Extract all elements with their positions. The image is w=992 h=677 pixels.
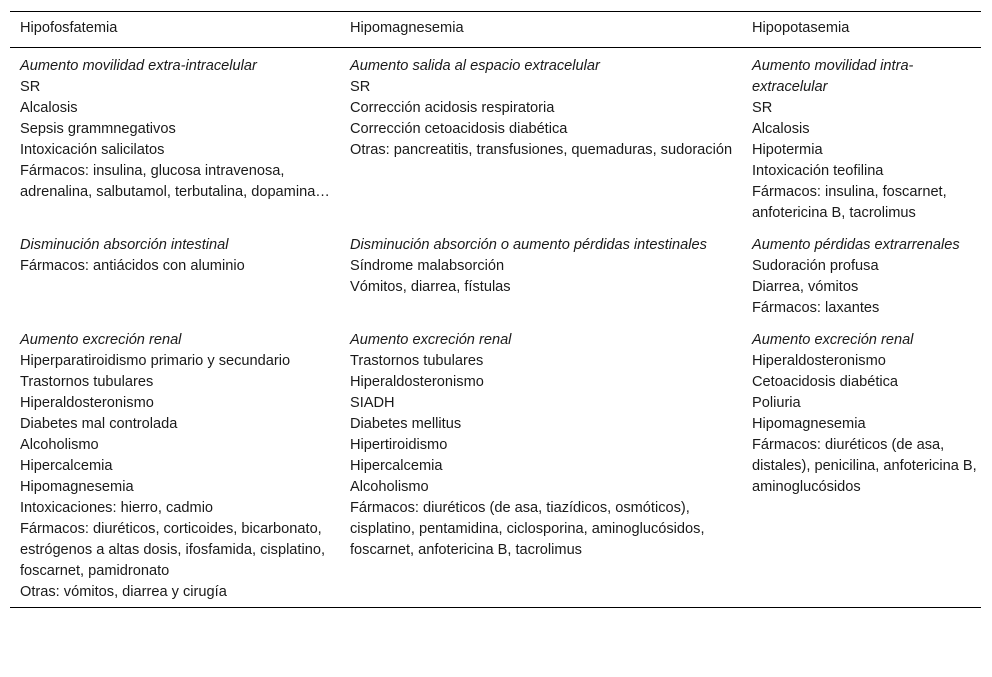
section-title: Disminución absorción o aumento pérdidas intestinales xyxy=(350,237,707,253)
cause-item: Corrección cetoacidosis diabética xyxy=(350,121,568,137)
cause-item: Alcoholismo xyxy=(20,437,99,453)
causes-table xyxy=(10,11,981,608)
section-title: Aumento excreción renal xyxy=(20,332,182,348)
cell-hipopotasemia xyxy=(752,48,981,236)
cause-item: Hipomagnesemia xyxy=(20,479,134,495)
cell-hipofosfatemia xyxy=(10,330,350,608)
cell-hipomagnesemia xyxy=(350,330,752,608)
section-title: Aumento excreción renal xyxy=(350,332,512,348)
cause-item: Otras: pancreatitis, transfusiones, quemaduras, sudoración xyxy=(350,142,733,158)
cause-item: Hipertiroidismo xyxy=(350,437,448,453)
section-title: Aumento excreción renal xyxy=(752,332,914,348)
header-hipomagnesemia: Hipomagnesemia xyxy=(350,20,464,36)
cause-item: Sepsis grammnegativos xyxy=(20,121,176,137)
cause-item: Alcalosis xyxy=(752,121,810,137)
cause-item: SR xyxy=(752,100,773,116)
cause-item: Hipercalcemia xyxy=(350,458,443,474)
cause-item: Alcalosis xyxy=(20,100,78,116)
cause-item: Hiperaldosteronismo xyxy=(350,374,484,390)
cause-item: Fármacos: laxantes xyxy=(752,300,880,316)
table-row xyxy=(10,48,981,236)
cause-item: Hiperaldosteronismo xyxy=(20,395,154,411)
cause-item: Corrección acidosis respiratoria xyxy=(350,100,555,116)
header-hipopotasemia: Hipopotasemia xyxy=(752,20,850,36)
cause-item: Fármacos: diuréticos (de asa, tiazídicos, osmóticos), cisplatino, pentamidina, ciclosporina, aminoglucósidos, foscarnet, anfotericina B, tacrolimus xyxy=(350,500,705,558)
cause-item: Fármacos: diuréticos, corticoides, bicarbonato, estrógenos a altas dosis, ifosfamida, cisplatino, foscarnet, pamidronato xyxy=(20,521,326,579)
cause-item: Fármacos: insulina, glucosa intravenosa, adrenalina, salbutamol, terbutalina, dopamina… xyxy=(20,163,330,200)
section-title: Disminución absorción intestinal xyxy=(20,237,229,253)
section-title: Aumento pérdidas extrarrenales xyxy=(752,237,960,253)
cause-item: Trastornos tubulares xyxy=(350,353,484,369)
cause-item: Hiperparatiroidismo primario y secundario xyxy=(20,353,291,369)
cause-item: Sudoración profusa xyxy=(752,258,879,274)
cell-hipopotasemia xyxy=(752,235,981,330)
cell-hipopotasemia xyxy=(752,330,981,608)
cause-item: Hipotermia xyxy=(752,142,823,158)
cause-item: Hipercalcemia xyxy=(20,458,113,474)
cause-item: Trastornos tubulares xyxy=(20,374,154,390)
section-title: Aumento movilidad extra-intracelular xyxy=(20,58,257,74)
table-row xyxy=(10,235,981,330)
cell-hipomagnesemia xyxy=(350,235,752,330)
cell-hipomagnesemia xyxy=(350,48,752,236)
cause-item: Hiperaldosteronismo xyxy=(752,353,886,369)
header-row xyxy=(10,12,981,48)
cell-hipofosfatemia xyxy=(10,48,350,236)
cause-item: Intoxicación salicilatos xyxy=(20,142,165,158)
cause-item: Poliuria xyxy=(752,395,801,411)
section-title: Aumento salida al espacio extracelular xyxy=(350,58,600,74)
cause-item: Alcoholismo xyxy=(350,479,429,495)
cause-item: Fármacos: insulina, foscarnet, anfotericina B, tacrolimus xyxy=(752,184,947,221)
cause-item: Vómitos, diarrea, fístulas xyxy=(350,279,511,295)
cause-item: Intoxicación teofilina xyxy=(752,163,884,179)
cause-item: SR xyxy=(350,79,371,95)
cause-item: Diabetes mellitus xyxy=(350,416,462,432)
cause-item: SR xyxy=(20,79,41,95)
cause-item: Fármacos: diuréticos (de asa, distales), penicilina, anfotericina B, aminoglucósidos xyxy=(752,437,977,495)
cause-item: Diarrea, vómitos xyxy=(752,279,859,295)
cause-item: Cetoacidosis diabética xyxy=(752,374,899,390)
section-title: Aumento movilidad intra-extracelular xyxy=(752,58,914,95)
header-hipofosfatemia: Hipofosfatemia xyxy=(20,20,118,36)
cause-item: Síndrome malabsorción xyxy=(350,258,505,274)
cause-item: Intoxicaciones: hierro, cadmio xyxy=(20,500,214,516)
cell-hipofosfatemia xyxy=(10,235,350,330)
cause-item: Hipomagnesemia xyxy=(752,416,866,432)
table-row xyxy=(10,330,981,608)
cause-item: Fármacos: antiácidos con aluminio xyxy=(20,258,245,274)
cause-item: Diabetes mal controlada xyxy=(20,416,178,432)
cause-item: Otras: vómitos, diarrea y cirugía xyxy=(20,584,227,600)
cause-item: SIADH xyxy=(350,395,395,411)
